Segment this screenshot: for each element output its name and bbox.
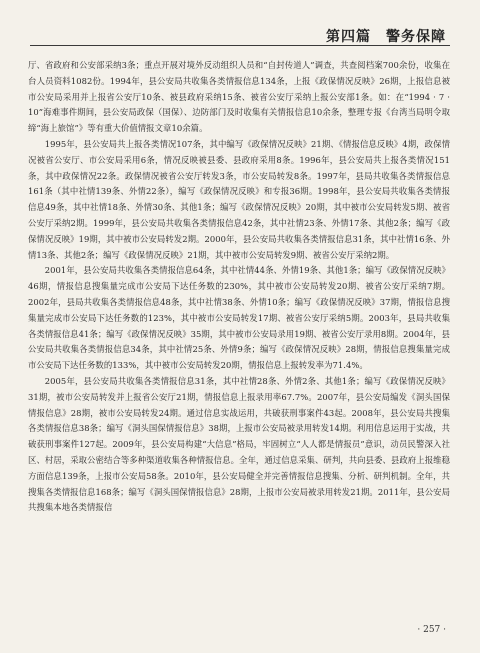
page-number: · 257 · — [417, 625, 446, 635]
paragraph: 1995年，县公安局共上报各类情况107条，其中编写《政保情况反映》21期、《情报信息反映》4期，政保情况被省公安厅、市公安局采用6条，情况反映被县委、县政府采用8条。1996年，县公安局共上报各类情况151条，其中政保情况22条。政保情况被省公安厅转发3条，市公安局转发8条。1997年，县局共收集各类情报信息161条（其中社情139条、外情22条），编写《政保情况反映》和专报36期。1998年，县公安局共收集各类情报信息49条，其中社情18条、外情30条、其他1条；编写《政保情况反映》20期，其中被市公安局转发5期、被省公安厅采纳2期。1999年，县公安局共收集各类情报信息42条，其中社情23条、外情17条、其他2条；编写《政保情况反映》19期，其中被市公安局转发2期。2000年，县公安局共收集各类情报信息31条，其中社情16条、外情13条、其他2条；编写《政保情况反映》21期，其中被市公安局转发9期、被省公安厅采纳2期。 — [28, 138, 450, 260]
paragraph: 2005年，县公安局共收集各类情报信息31条，其中社情28条、外情2条、其他1条；编写《政保情况反映》31期，被市公安局转发并上报省公安厅21期，情报信息上报录用率67.7%。2007年，县公安局编发《洞头国保情报信息》28期，被市公安局转发24期。通过信息实战运用，共破获刑事案件43起。2008年，县公安局共搜集各类情报信息38条；编写《洞头国保情报信息》38期，上报市公安局被录用转发14期。利用信息运用于实战，共破获刑事案件127起。2009年，县公安局构建“大信息”格局，牢固树立“人人都是情报员”意识，动员民警深入社区、村居，采取公密结合等多种渠道收集各种情报信息。全年，通过信息采集、研判，共向县委、县政府上报维稳方面信息139条，上报市公安局58条。2010年，县公安局健全并完善情报信息搜集、分析、研判机制。全年，共搜集各类情报信息168条；编写《洞头国保情报信息》28期，上报市公安局被录用转发21期。2011年，县公安局共搜集本地各类情报信 — [28, 375, 450, 513]
paragraph: 2001年，县公安局共收集各类情报信息64条，其中社情44条、外情19条、其他1条；编写《政保情况反映》46期，情报信息搜集量完成市公安局下达任务数的230%，其中被市公安局转发20期、被省公安厅采纳7期。2002年，县局共收集各类情报信息48条，其中社情38条、外情10条；编写《政保情况反映》37期，情报信息搜集量完成市公安局下达任务数的123%，其中被市公安局转发17期、被省公安厅采纳5期。2003年，县局共收集各类情报信息41条；编写《政保情况反映》35期，其中被市公安局录用19期、被省公安厅录用8期。2004年，县公安局共收集各类情报信息34条，其中社情25条、外情9条；编写《政保情况反映》28期，情报信息搜集量完成市公安局下达任务数的133%，其中被市公安局转发20期，情报信息上报转发率为71.4%。 — [28, 265, 450, 371]
header-divider — [30, 45, 450, 46]
paragraph: 厅、省政府和公安部采纳3条；重点开展对境外反动组织人员和“自封传道人”调查，共查阅档案700余份，收集在台人员资料1082份。1994年，县公安局共收集各类情报信息134条，上报《政保情况反映》26期，上报信息被市公安局采用并上报省公安厅10条、被县政府采纳15条、被省公安厅采纳上报公安部1条。如：在“1994 · 7 · 10”海难事件期间，县公安局政保（国保）、边防部门及时收集有关情报信息10余条，整理专报《台湾当局明令取缔“海上旅馆”》等有重大价值情报文章10余篇。 — [28, 60, 450, 134]
body-text — [28, 58, 450, 516]
section-header: 第四篇 警务保障 — [326, 29, 446, 45]
